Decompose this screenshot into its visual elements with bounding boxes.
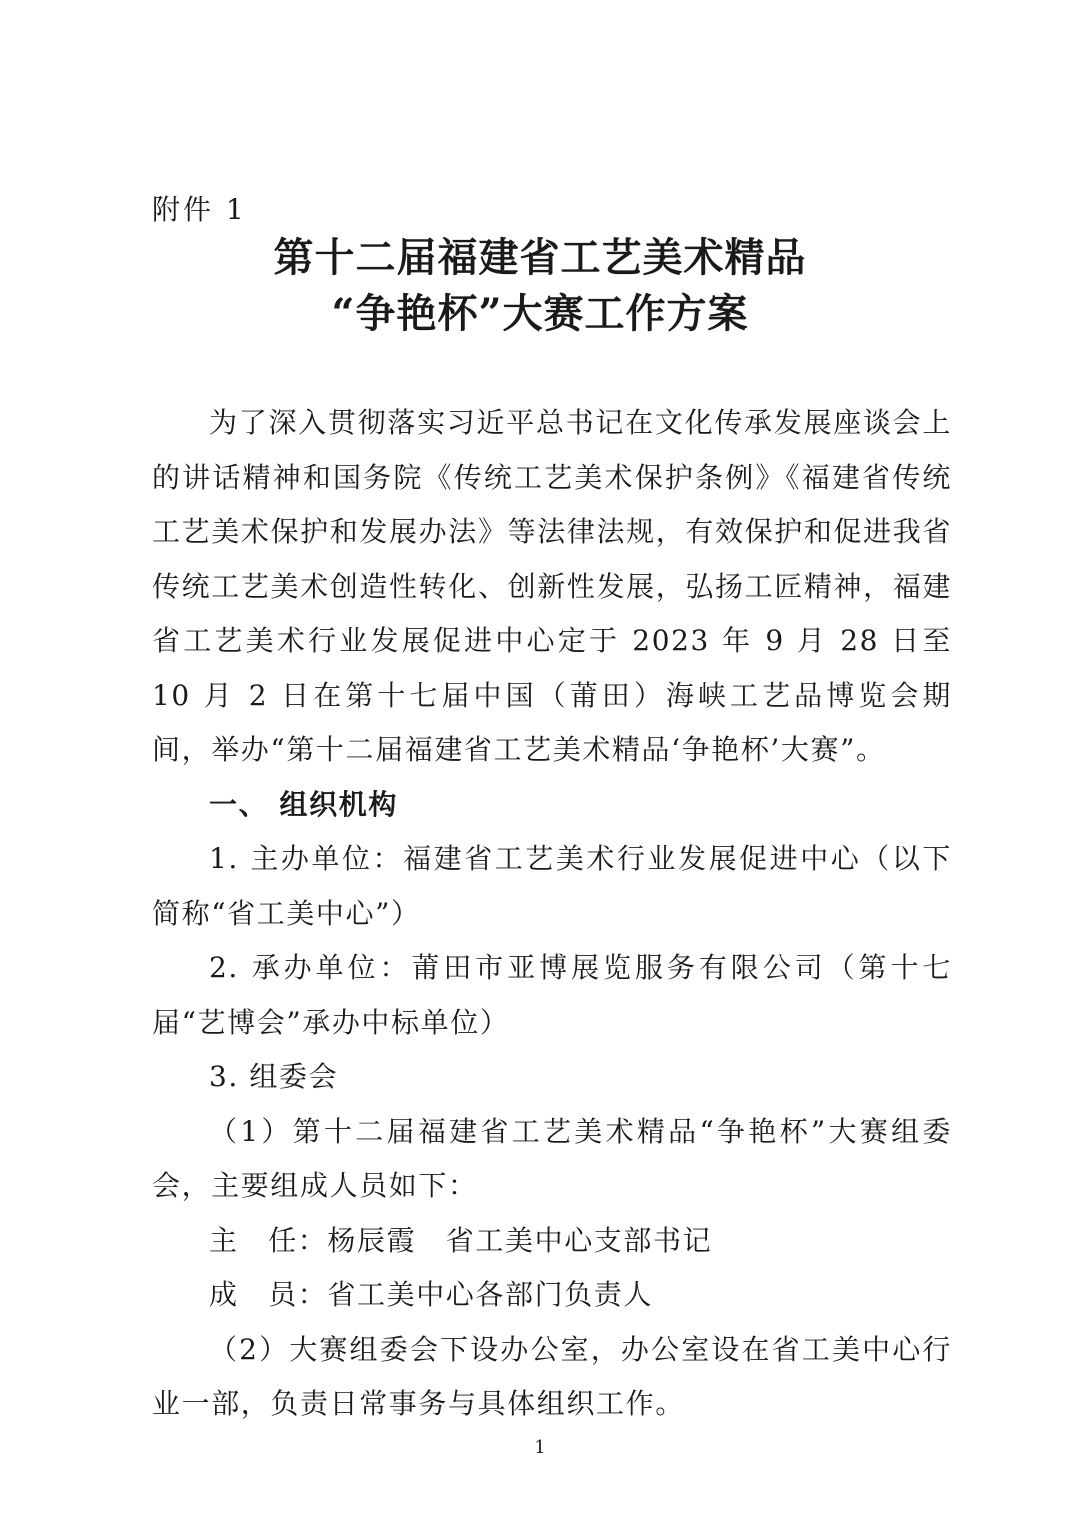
committee-paragraph-1: （1）第十二届福建省工艺美术精品“争艳杯”大赛组委会，主要组成人员如下： xyxy=(152,1114,952,1202)
title-line-1: 第十二届福建省工艺美术精品 xyxy=(273,234,807,281)
organizer-unit-paragraph: 2. 承办单位：莆田市亚博展览服务有限公司（第十七届“艺博会”承办中标单位） xyxy=(152,951,952,1039)
document-body xyxy=(152,396,952,1432)
page-number: 1 xyxy=(534,1437,546,1458)
attachment-label: 附件 1 xyxy=(152,193,247,226)
intro-paragraph: 为了深入贯彻落实习近平总书记在文化传承发展座谈会上的讲话精神和国务院《传统工艺美术保护条例》《福建省传统工艺美术保护和发展办法》等法律法规，有效保护和促进我省传统工艺美术创造性转化、创新性发展，弘扬工匠精神，福建省工艺美术行业发展促进中心定于 2023 年 9 月 28 日至 10 月 2 日在第十七届中国（莆田）海峡工艺品博览会期间，举办“第十二届福建省工艺美术精品‘争艳杯’大赛”。 xyxy=(152,406,952,766)
section-heading-organization: 一、 组织机构 xyxy=(209,787,398,821)
committee-director: 主 任：杨辰霞 省工美中心支部书记 xyxy=(209,1223,713,1257)
committee-paragraph-2: （2）大赛组委会下设办公室，办公室设在省工美中心行业一部，负责日常事务与具体组织工作。 xyxy=(152,1332,952,1420)
document-title xyxy=(0,230,1080,342)
committee-heading: 3. 组委会 xyxy=(209,1060,339,1093)
title-line-2: “争艳杯”大赛工作方案 xyxy=(331,290,749,337)
host-unit-paragraph: 1. 主办单位：福建省工艺美术行业发展促进中心（以下简称“省工美中心”） xyxy=(152,842,952,930)
committee-members: 成 员：省工美中心各部门负责人 xyxy=(209,1278,654,1311)
